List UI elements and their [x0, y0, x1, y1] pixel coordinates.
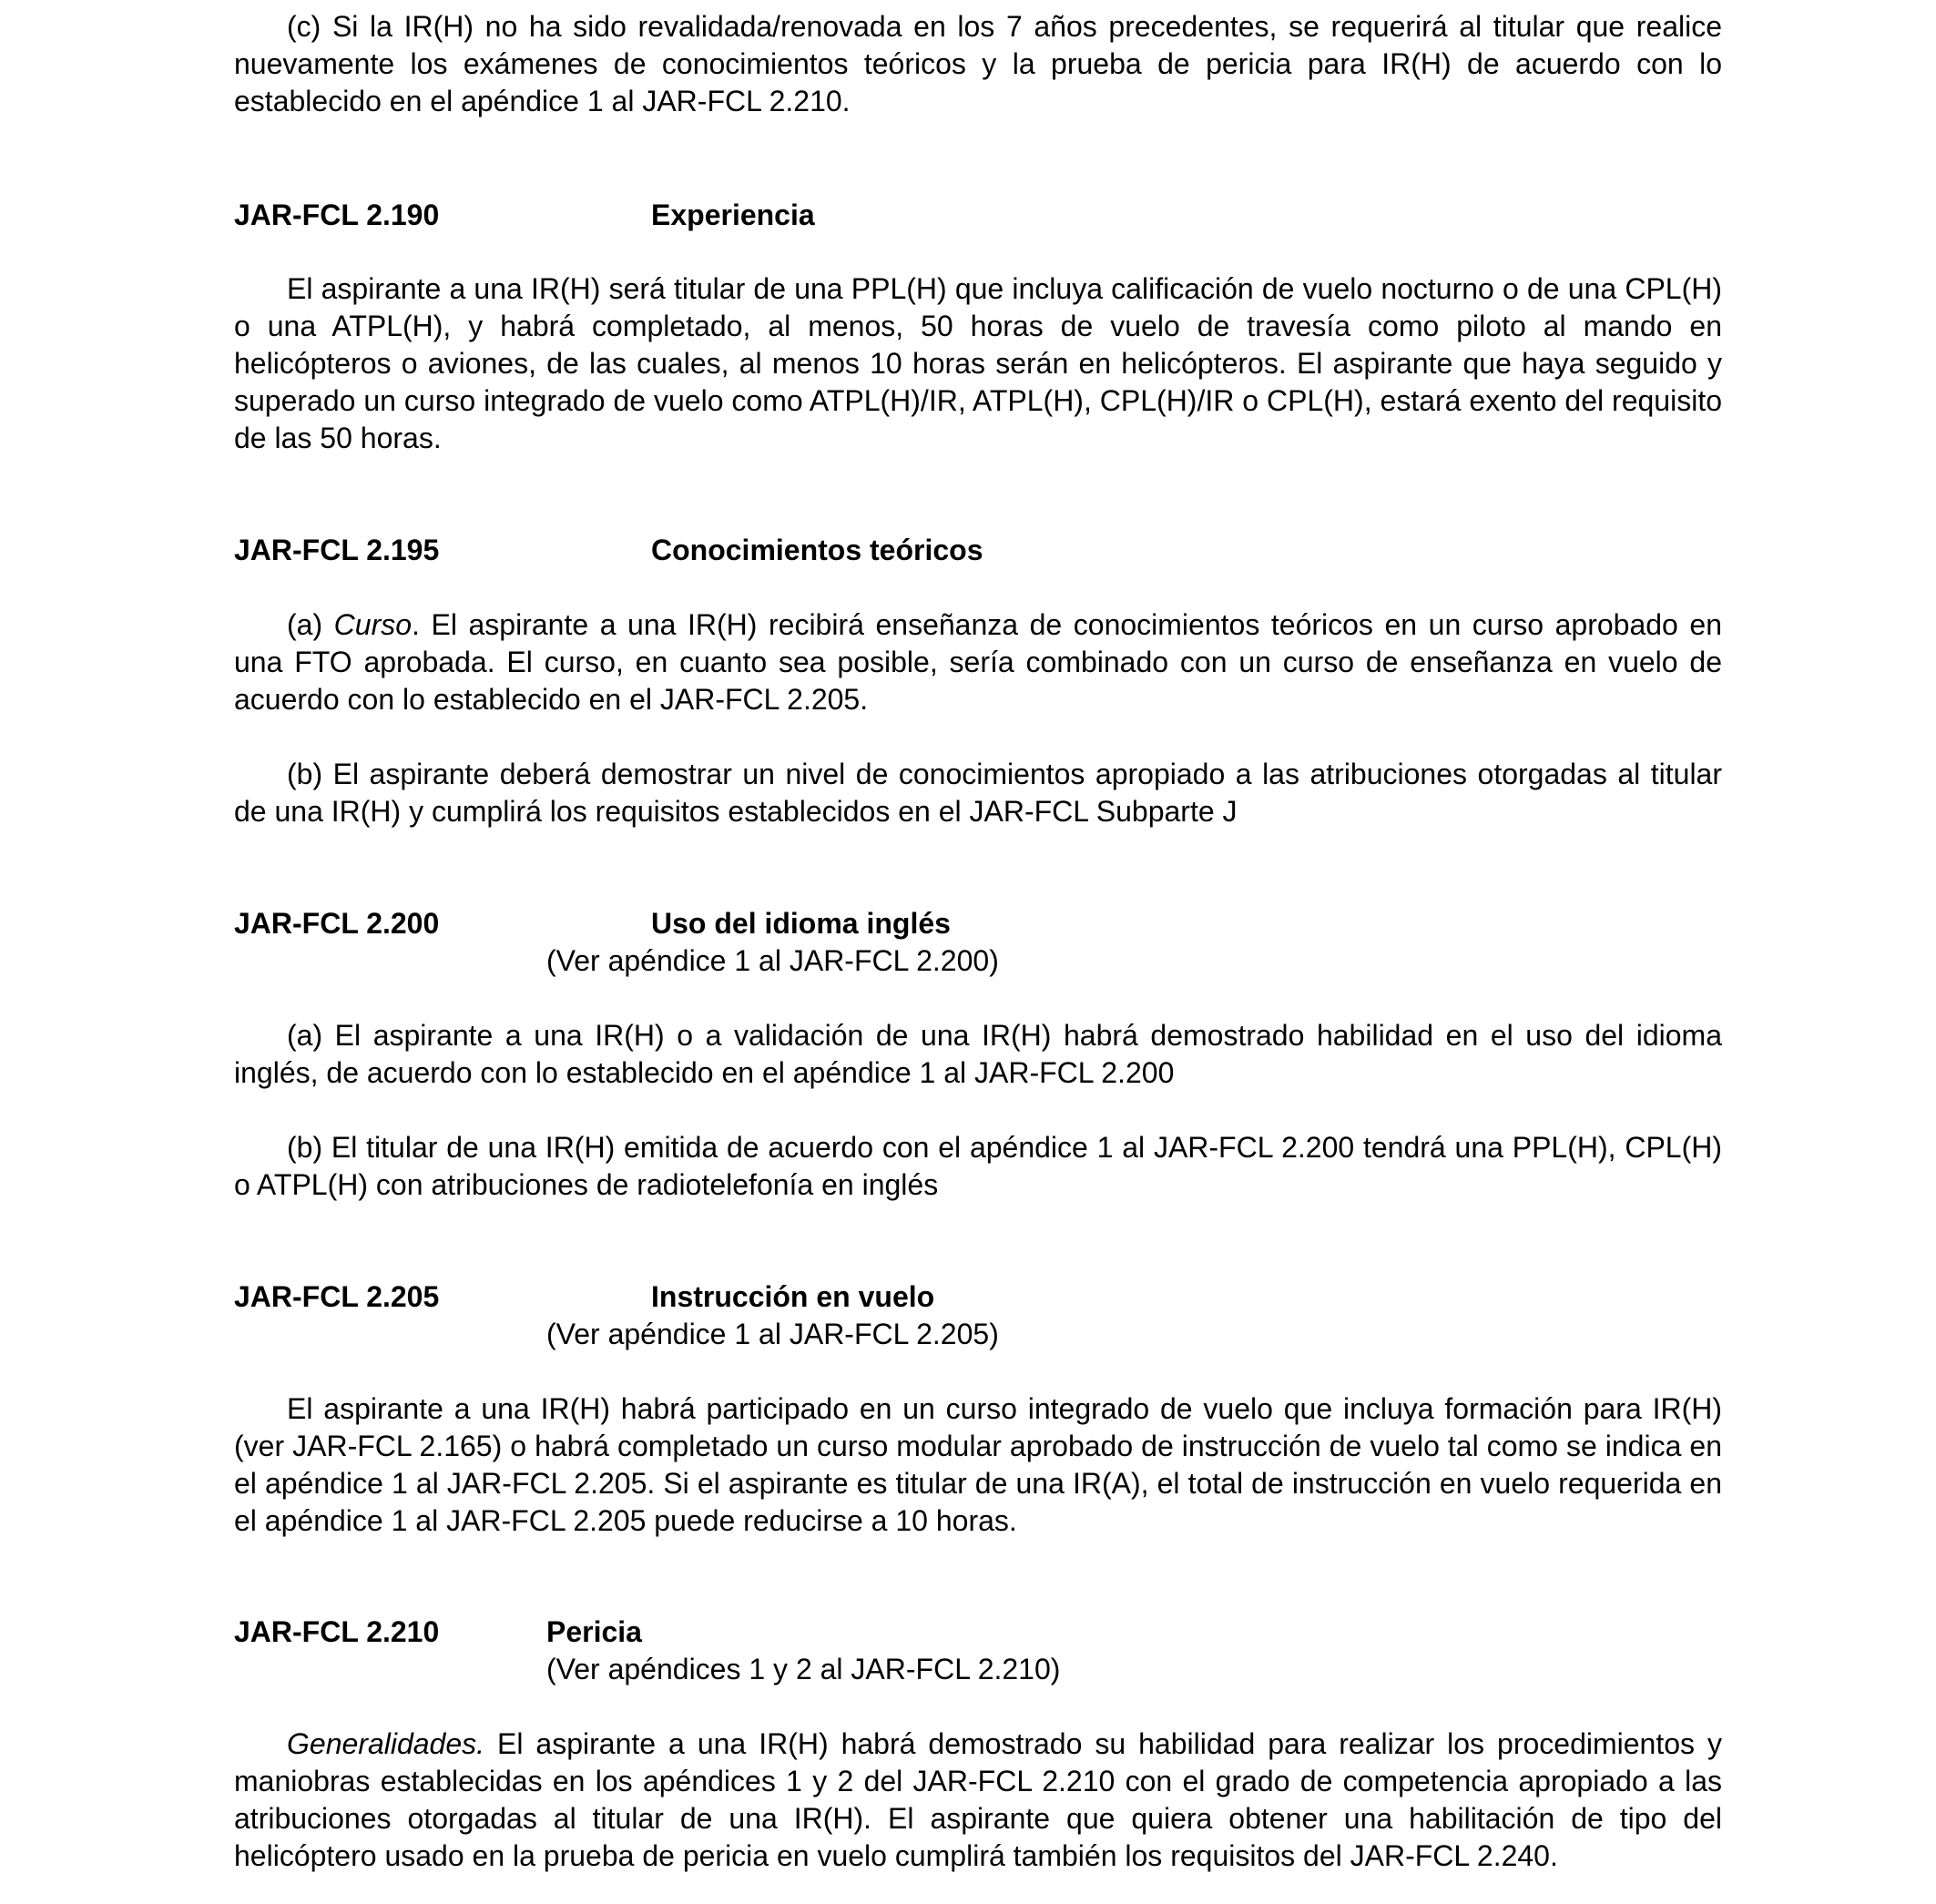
paragraph-text: El aspirante a una IR(H) habrá demostrado su habilidad para realizar los procedimientos y maniobras establecidas en los apéndices 1 y 2 del JAR-FCL 2.210 con el grado de competencia apropiado a las atribuciones otorgadas al titular de una IR(H). El aspirante que quiera obtener una habilitación de tipo del helicóptero usado en la prueba de pericia en vuelo cumplirá también los requisitos del JAR-FCL 2.240.: [234, 1727, 1722, 1872]
section-code: JAR-FCL 2.200: [234, 907, 440, 940]
section-title: Instrucción en vuelo: [651, 1280, 935, 1313]
section-code: JAR-FCL 2.205: [234, 1280, 440, 1313]
section-reference: (Ver apéndice 1 al JAR-FCL 2.205): [546, 1318, 999, 1350]
section-reference: (Ver apéndices 1 y 2 al JAR-FCL 2.210): [546, 1653, 1061, 1685]
paragraph-text: . El aspirante a una IR(H) recibirá enseñanza de conocimientos teóricos en un curso aprobado en una FTO aprobada. El curso, en cuanto sea posible, sería combinado con un curso de enseñanza en vuelo de acuerdo con lo establecido en el JAR-FCL 2.205.: [234, 608, 1723, 716]
section-title: Conocimientos teóricos: [651, 534, 983, 566]
paragraph-experiencia: El aspirante a una IR(H) será titular de una PPL(H) que incluya calificación de vuelo nocturno o de una CPL(H) o una ATPL(H), y habrá completado, al menos, 50 horas de vuelo de travesía como piloto al mando en helicópteros o aviones, de las cuales, al menos 10 horas serán en helicópteros. El aspirante que haya seguido y superado un curso integrado de vuelo como ATPL(H)/IR, ATPL(H), CPL(H)/IR o CPL(H), estará exento del requisito de las 50 horas.: [234, 272, 1722, 454]
paragraph-nivel-conocimientos: (b) El aspirante deberá demostrar un nivel de conocimientos apropiado a las atribuciones otorgadas al titular de una IR(H) y cumplirá los requisitos establecidos en el JAR-FCL Subparte J: [234, 758, 1722, 828]
paragraph-instruccion: El aspirante a una IR(H) habrá participado en un curso integrado de vuelo que incluya formación para IR(H) (ver JAR-FCL 2.165) o habrá completado un curso modular aprobado de instrucción de vuelo tal como se indica en el apéndice 1 al JAR-FCL 2.205. Si el aspirante es titular de una IR(A), el total de instrucción en vuelo requerida en el apéndice 1 al JAR-FCL 2.205 puede reducirse a 10 horas.: [234, 1392, 1722, 1537]
section-heading-2190: [234, 197, 1722, 234]
paragraph-ingles-a: (a) El aspirante a una IR(H) o a validación de una IR(H) habrá demostrado habilidad en el uso del idioma inglés, de acuerdo con lo establecido en el apéndice 1 al JAR-FCL 2.200: [234, 1019, 1722, 1089]
paragraph-curso: [234, 606, 1722, 718]
section-reference: (Ver apéndice 1 al JAR-FCL 2.200): [546, 944, 999, 977]
section-heading-2200: [234, 905, 1722, 942]
section-title: Uso del idioma inglés: [651, 907, 951, 940]
paragraph-term: Generalidades.: [287, 1727, 485, 1760]
section-code: JAR-FCL 2.190: [234, 199, 440, 231]
section-heading-2195: [234, 532, 1722, 569]
section-code: JAR-FCL 2.195: [234, 534, 440, 566]
section-heading-2210: [234, 1614, 1722, 1651]
paragraph-prefix: (a): [287, 608, 334, 641]
section-code: JAR-FCL 2.210: [234, 1615, 440, 1648]
paragraph-ingles-b: (b) El titular de una IR(H) emitida de acuerdo con el apéndice 1 al JAR-FCL 2.200 tendrá una PPL(H), CPL(H) o ATPL(H) con atribuciones de radiotelefonía en inglés: [234, 1131, 1722, 1201]
paragraph-c-revalidation: (c) Si la IR(H) no ha sido revalidada/renovada en los 7 años precedentes, se requerirá al titular que realice nuevamente los exámenes de conocimientos teóricos y la prueba de pericia para IR(H) de acuerdo con lo establecido en el apéndice 1 al JAR-FCL 2.210.: [234, 10, 1722, 117]
paragraph-generalidades: [234, 1726, 1722, 1875]
section-heading-2205: [234, 1278, 1722, 1316]
section-title: Pericia: [546, 1615, 642, 1648]
paragraph-term: Curso: [333, 608, 413, 641]
section-title: Experiencia: [651, 199, 815, 231]
